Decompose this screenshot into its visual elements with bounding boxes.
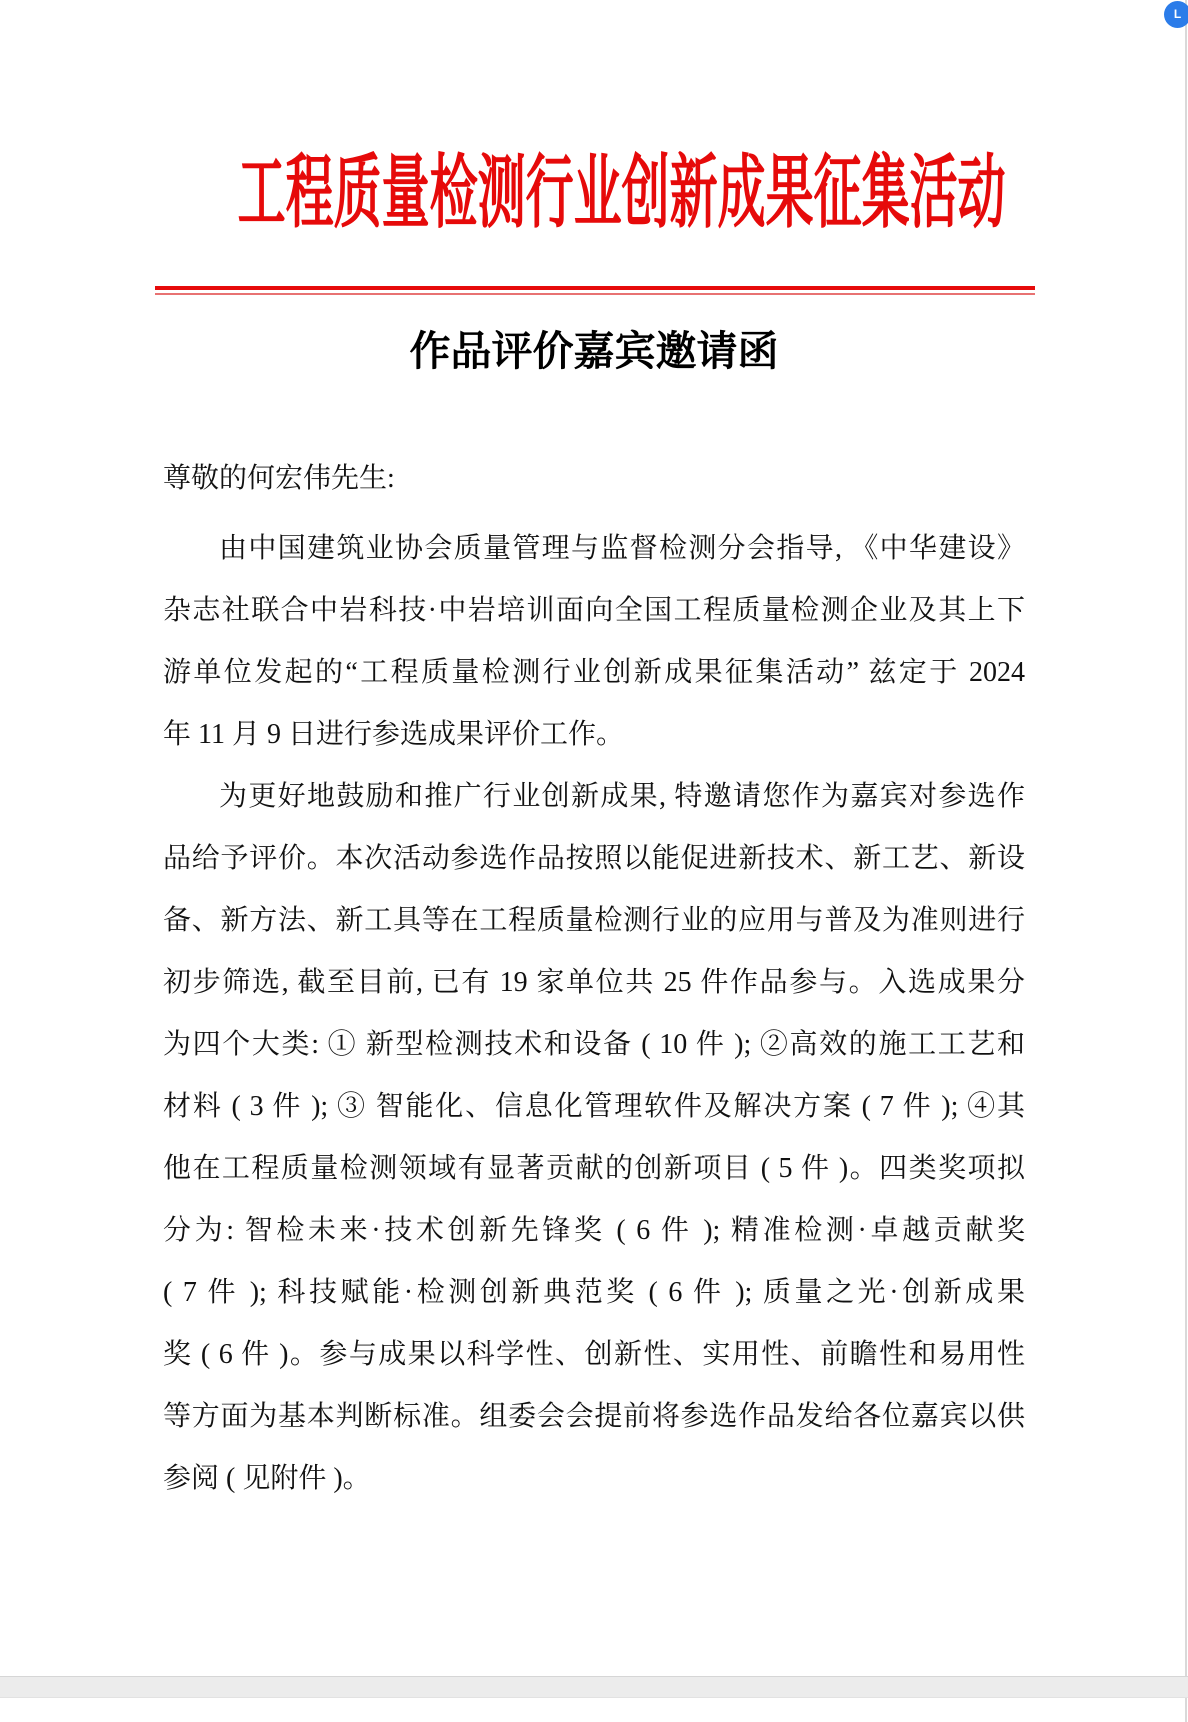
paragraph (163, 518, 1025, 766)
body-line: 游单位发起的“工程质量检测行业创新成果征集活动” 兹定于 2024 (163, 657, 1025, 688)
document-subtitle: 作品评价嘉宾邀请函 (409, 328, 779, 374)
body-line: 等方面为基本判断标准。组委会会提前将参选作品发给各位嘉宾以供 (163, 1401, 1025, 1432)
body-line: 为更好地鼓励和推广行业创新成果, 特邀请您作为嘉宾对参选作 (219, 781, 1025, 812)
body-line: 备、新方法、新工具等在工程质量检测行业的应用与普及为准则进行 (163, 905, 1025, 936)
body-line: 初步筛选, 截至目前, 已有 19 家单位共 25 件作品参与。入选成果分 (163, 967, 1025, 998)
paragraph (163, 766, 1025, 1510)
body-line: 参阅 ( 见附件 )。 (163, 1463, 371, 1494)
body-line: 为四个大类: ① 新型检测技术和设备 ( 10 件 ); ②高效的施工工艺和 (163, 1029, 1025, 1060)
body-line: 品给予评价。本次活动参选作品按照以能促进新技术、新工艺、新设 (163, 843, 1025, 874)
page-separator-band (0, 1676, 1188, 1698)
body-line: 由中国建筑业协会质量管理与监督检测分会指导, 《中华建设》 (219, 533, 1025, 564)
body-line: 他在工程质量检测领域有显著贡献的创新项目 ( 5 件 )。四类奖项拟 (163, 1153, 1025, 1184)
salutation-line: 尊敬的何宏伟先生: (163, 463, 395, 494)
document-body (163, 448, 1025, 1510)
title-rule-thick (155, 286, 1035, 290)
body-line: 材料 ( 3 件 ); ③ 智能化、信息化管理软件及解决方案 ( 7 件 ); ④其 (163, 1091, 1025, 1122)
body-line: 奖 ( 6 件 )。参与成果以科学性、创新性、实用性、前瞻性和易用性 (163, 1339, 1025, 1370)
page-edge-line (1185, 0, 1187, 1722)
floating-action-button[interactable]: L (1164, 1, 1188, 28)
body-line: 分为: 智检未来·技术创新先锋奖 ( 6 件 ); 精准检测·卓越贡献奖 (163, 1215, 1025, 1246)
body-line: 年 11 月 9 日进行参选成果评价工作。 (163, 719, 624, 750)
title-rule-thin (155, 293, 1035, 295)
body-line: ( 7 件 ); 科技赋能·检测创新典范奖 ( 6 件 ); 质量之光·创新成果 (163, 1277, 1025, 1308)
page-title: 工程质量检测行业创新成果征集活动 (237, 150, 1006, 238)
body-line: 杂志社联合中岩科技·中岩培训面向全国工程质量检测企业及其上下 (163, 595, 1025, 626)
